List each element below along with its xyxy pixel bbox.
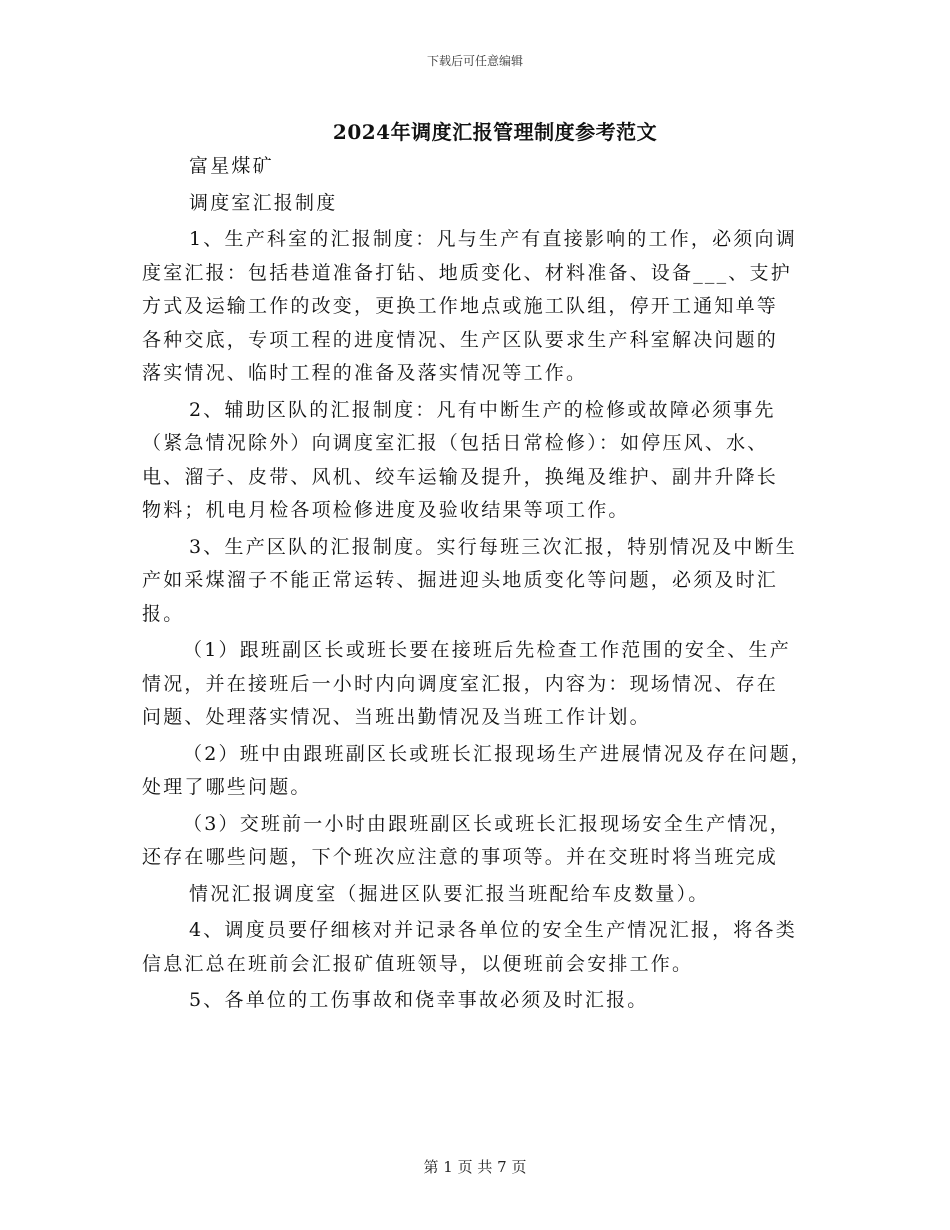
paragraph-line: 还存在哪些问题，下个班次应注意的事项等。并在交班时将当班完成 — [142, 846, 779, 868]
paragraph-line: 情况汇报调度室（掘进区队要汇报当班配给车皮数量）。 — [189, 882, 710, 905]
page-footer: 第 1 页 共 7 页 — [423, 1158, 527, 1176]
document-title: 2024年调度汇报管理制度参考范文 — [332, 120, 658, 144]
paragraph — [142, 738, 818, 805]
paragraph — [142, 984, 818, 1018]
paragraph-line: 电、溜子、皮带、风机、绞车运输及提升，换绳及维护、副井升降长 — [142, 465, 779, 488]
paragraph — [142, 878, 818, 912]
paragraph — [142, 634, 818, 735]
paragraph-line: 落实情况、临时工程的准备及落实情况等工作。 — [142, 362, 588, 384]
paragraph-line: 信息汇总在班前会汇报矿值班领导，以便班前会安排工作。 — [142, 952, 694, 975]
paragraph-line: （2）班中由跟班副区长或班长汇报现场生产进展情况及存在问题， — [183, 742, 813, 765]
paragraph — [142, 531, 818, 632]
paragraph-line: 5、各单位的工伤事故和侥幸事故必须及时汇报。 — [189, 989, 649, 1011]
paragraph-line: 3、生产区队的汇报制度。实行每班三次汇报，特别情况及中断生 — [189, 535, 797, 558]
paragraph-line: 1、生产科室的汇报制度：凡与生产有直接影响的工作，必须向调 — [189, 228, 797, 250]
paragraph-line: 2、辅助区队的汇报制度：凡有中断生产的检修或故障必须事先 — [189, 398, 776, 421]
paragraph-line: 问题、处理落实情况、当班出勤情况及当班工作计划。 — [142, 706, 651, 728]
paragraph-line: （紧急情况除外）向调度室汇报（包括日常检修）：如停压风、水、 — [142, 432, 769, 454]
paragraph-line: 调度室汇报制度 — [189, 191, 338, 214]
paragraph-line: 度室汇报：包括巷道准备打钻、地质变化、材料准备、设备___、支护 — [142, 261, 792, 284]
paragraph-line: （3）交班前一小时由跟班副区长或班长汇报现场安全生产情况， — [183, 812, 791, 835]
paragraph — [142, 150, 818, 184]
paragraph — [142, 394, 818, 528]
paragraph-line: 各种交底，专项工程的进度情况、生产区队要求生产科室解决问题的 — [142, 328, 779, 351]
paragraph-line: 4、调度员要仔细核对并记录各单位的安全生产情况汇报，将各类 — [189, 919, 797, 941]
paragraph — [142, 223, 818, 391]
paragraph-line: 产如采煤溜子不能正常运转、掘进迎头地质变化等问题，必须及时汇 — [142, 569, 779, 591]
paragraph-line: 方式及运输工作的改变，更换工作地点或施工队组，停开工通知单等 — [142, 295, 779, 317]
page-header: 下载后可任意编辑 — [426, 54, 523, 68]
document-body — [142, 150, 818, 1018]
paragraph-line: 富星煤矿 — [189, 155, 274, 177]
paragraph — [142, 808, 818, 875]
paragraph — [142, 914, 818, 981]
paragraph-line: （1）跟班副区长或班长要在接班后先检查工作范围的安全、生产 — [183, 639, 791, 661]
paragraph-line: 报。 — [142, 602, 185, 625]
paragraph — [142, 187, 818, 221]
paragraph-line: 情况，并在接班后一小时内向调度室汇报，内容为：现场情况、存在 — [142, 672, 779, 695]
paragraph-line: 物料；机电月检各项检修进度及验收结果等项工作。 — [142, 499, 630, 521]
paragraph-line: 处理了哪些问题。 — [142, 776, 312, 798]
